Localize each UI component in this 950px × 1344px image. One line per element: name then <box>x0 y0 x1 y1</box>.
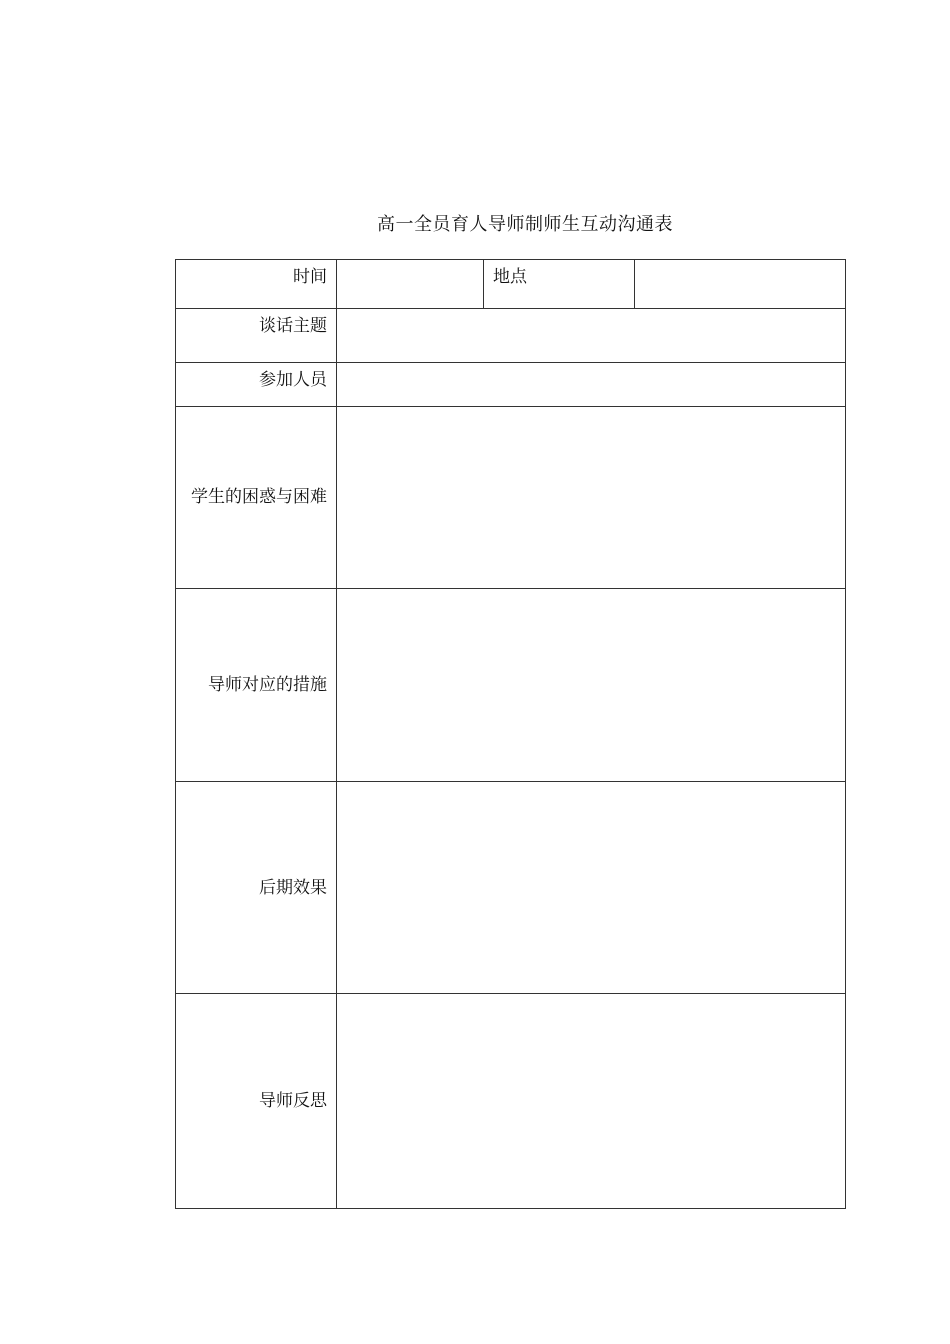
place-value-cell[interactable] <box>635 260 846 309</box>
later-effect-label: 后期效果 <box>176 782 337 994</box>
participants-value-cell[interactable] <box>337 363 846 407</box>
row-participants <box>176 363 846 407</box>
time-value-cell[interactable] <box>337 260 484 309</box>
page-title: 高一全员育人导师制师生互动沟通表 <box>377 214 673 235</box>
row-topic <box>176 309 846 363</box>
row-later-effect <box>176 782 846 994</box>
student-issues-label-cell <box>176 407 337 589</box>
mentor-measures-value-cell[interactable] <box>337 589 846 782</box>
student-issues-label: 学生的困惑与困难 <box>191 487 327 507</box>
mentor-reflection-label: 导师反思 <box>176 994 337 1209</box>
communication-form-table <box>175 259 846 1209</box>
row-time-place <box>176 260 846 309</box>
row-student-issues <box>176 407 846 589</box>
mentor-measures-label: 导师对应的措施 <box>176 589 337 782</box>
student-issues-value-cell[interactable] <box>337 407 846 589</box>
place-label: 地点 <box>484 260 635 309</box>
time-label: 时间 <box>176 260 337 309</box>
topic-value-cell[interactable] <box>337 309 846 363</box>
participants-label: 参加人员 <box>176 363 337 407</box>
later-effect-value-cell[interactable] <box>337 782 846 994</box>
topic-label: 谈话主题 <box>176 309 337 363</box>
row-mentor-reflection <box>176 994 846 1209</box>
mentor-reflection-value-cell[interactable] <box>337 994 846 1209</box>
row-mentor-measures <box>176 589 846 782</box>
